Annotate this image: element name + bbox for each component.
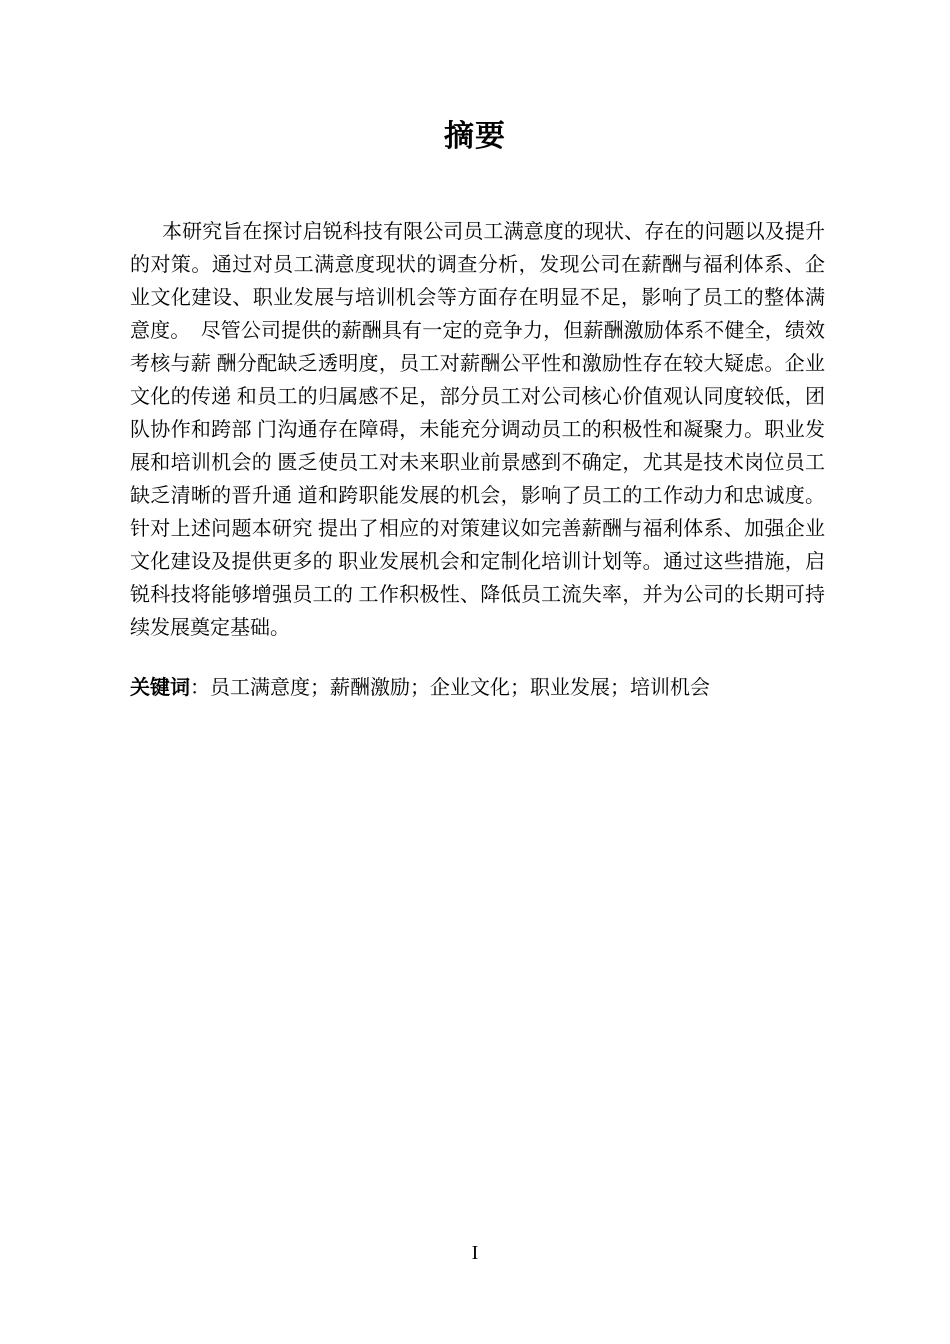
keywords-colon: ： (190, 677, 210, 699)
page-title: 摘要 (444, 120, 506, 153)
keywords-line (130, 672, 825, 705)
keywords-text: 员工满意度；薪酬激励；企业文化；职业发展；培训机会 (210, 677, 710, 699)
abstract-paragraph: 本研究旨在探讨启锐科技有限公司员工满意度的现状、存在的问题以及提升的对策。通过对员工满意度现状的调查分析，发现公司在薪酬与福利体系、企业文化建设、职业发展与培训机会等方面存在明显不足，影响了员工的整体满意度。 尽管公司提供的薪酬具有一定的竞争力，但薪酬激励体系不健全，绩效考核与薪 酬分配缺乏透明度，员工对薪酬公平性和激励性存在较大疑虑。企业文化的传递 和员工的归属感不足，部分员工对公司核心价值观认同度较低，团队协作和跨部 门沟通存在障碍，未能充分调动员工的积极性和凝聚力。职业发展和培训机会的 匮乏使员工对未来职业前景感到不确定，尤其是技术岗位员工缺乏清晰的晋升通 道和跨职能发展的机会，影响了员工的工作动力和忠诚度。针对上述问题本研究 提出了相应的对策建议如完善薪酬与福利体系、加强企业文化建设及提供更多的 职业发展机会和定制化培训计划等。通过这些措施，启锐科技将能够增强员工的 工作积极性、降低员工流失率，并为公司的长期可持续发展奠定基础。 (130, 221, 825, 639)
keywords-label: 关键词 (130, 677, 190, 699)
page-number: I (471, 1242, 479, 1264)
